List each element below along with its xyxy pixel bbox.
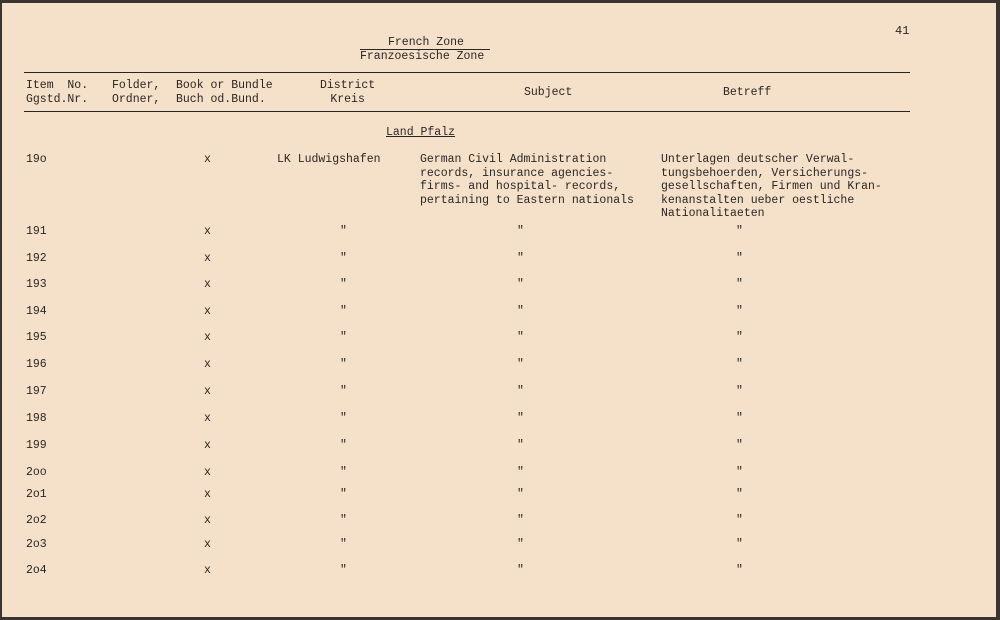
row-item-number: 199 (26, 439, 47, 452)
entry-subject: German Civil Administration records, insurance agencies- firms- and hospital- records, pertaining to Eastern nationals (420, 153, 634, 207)
row-betreff-ditto: " (736, 412, 743, 425)
row-folder-mark: x (204, 331, 211, 344)
entry-district: LK Ludwigshafen (277, 153, 381, 166)
entry-betreff: Unterlagen deutscher Verwal- tungsbehoerden, Versicherungs- gesellschaften, Firmen und Kran- kenanstalten ueber oestliche Nationalitaeten (661, 153, 882, 220)
row-betreff-ditto: " (736, 439, 743, 452)
row-betreff-ditto: " (736, 358, 743, 371)
table-row (2, 538, 996, 556)
column-header-subject: Subject (524, 86, 573, 99)
row-item-number: 2oo (26, 466, 47, 479)
row-district-ditto: " (340, 305, 347, 318)
row-item-number: 192 (26, 252, 47, 265)
table-row (2, 331, 996, 349)
row-district-ditto: " (340, 278, 347, 291)
table-row (2, 358, 996, 376)
row-subject-ditto: " (517, 412, 524, 425)
row-item-number: 197 (26, 385, 47, 398)
table-row (2, 466, 996, 484)
row-district-ditto: " (340, 358, 347, 371)
row-district-ditto: " (340, 538, 347, 551)
row-item-number: 195 (26, 331, 47, 344)
row-folder-mark: x (204, 385, 211, 398)
table-row (2, 564, 996, 582)
table-row (2, 278, 996, 296)
row-subject-ditto: " (517, 252, 524, 265)
row-betreff-ditto: " (736, 488, 743, 501)
row-district-ditto: " (340, 466, 347, 479)
row-subject-ditto: " (517, 385, 524, 398)
row-subject-ditto: " (517, 305, 524, 318)
document-page (2, 3, 996, 617)
row-district-ditto: " (340, 564, 347, 577)
table-row (2, 252, 996, 270)
column-header-book: Book or Bundle Buch od.Bund. (176, 79, 273, 106)
page-number: 41 (895, 24, 910, 38)
row-folder-mark: x (204, 514, 211, 527)
entry-item-number: 19o (26, 153, 47, 166)
row-betreff-ditto: " (736, 514, 743, 527)
row-district-ditto: " (340, 412, 347, 425)
row-betreff-ditto: " (736, 538, 743, 551)
section-title: Land Pfalz (386, 126, 456, 139)
column-header-district: District Kreis (320, 79, 376, 106)
row-item-number: 2o1 (26, 488, 47, 501)
table-row (2, 225, 996, 243)
row-subject-ditto: " (517, 278, 524, 291)
table-row (2, 439, 996, 457)
row-district-ditto: " (340, 488, 347, 501)
title-german: Franzoesische Zone (360, 50, 485, 63)
row-subject-ditto: " (517, 514, 524, 527)
row-district-ditto: " (340, 439, 347, 452)
row-item-number: 193 (26, 278, 47, 291)
column-header-item: Item No. Ggstd.Nr. (26, 79, 89, 106)
row-item-number: 191 (26, 225, 47, 238)
row-folder-mark: x (204, 538, 211, 551)
table-row (2, 305, 996, 323)
row-subject-ditto: " (517, 439, 524, 452)
row-subject-ditto: " (517, 225, 524, 238)
row-folder-mark: x (204, 358, 211, 371)
row-item-number: 196 (26, 358, 47, 371)
row-item-number: 2o4 (26, 564, 47, 577)
header-bottom-rule (24, 111, 910, 112)
table-row (2, 412, 996, 430)
row-item-number: 2o2 (26, 514, 47, 527)
row-betreff-ditto: " (736, 466, 743, 479)
row-folder-mark: x (204, 225, 211, 238)
row-betreff-ditto: " (736, 305, 743, 318)
row-subject-ditto: " (517, 488, 524, 501)
row-district-ditto: " (340, 514, 347, 527)
row-item-number: 2o3 (26, 538, 47, 551)
row-subject-ditto: " (517, 358, 524, 371)
row-district-ditto: " (340, 331, 347, 344)
row-subject-ditto: " (517, 466, 524, 479)
row-betreff-ditto: " (736, 385, 743, 398)
row-betreff-ditto: " (736, 278, 743, 291)
row-subject-ditto: " (517, 331, 524, 344)
row-subject-ditto: " (517, 564, 524, 577)
table-row (2, 514, 996, 532)
title-english: French Zone (388, 36, 464, 49)
row-folder-mark: x (204, 564, 211, 577)
row-folder-mark: x (204, 305, 211, 318)
row-item-number: 198 (26, 412, 47, 425)
row-betreff-ditto: " (736, 225, 743, 238)
row-betreff-ditto: " (736, 331, 743, 344)
column-header-betreff: Betreff (723, 86, 772, 99)
row-district-ditto: " (340, 252, 347, 265)
table-row (2, 488, 996, 506)
row-folder-mark: x (204, 278, 211, 291)
row-item-number: 194 (26, 305, 47, 318)
row-folder-mark: x (204, 412, 211, 425)
header-top-rule (24, 72, 910, 73)
row-betreff-ditto: " (736, 252, 743, 265)
row-subject-ditto: " (517, 538, 524, 551)
row-folder-mark: x (204, 252, 211, 265)
row-betreff-ditto: " (736, 564, 743, 577)
table-row (2, 385, 996, 403)
entry-folder-mark: x (204, 153, 211, 166)
column-header-folder: Folder, Ordner, (112, 79, 161, 106)
row-folder-mark: x (204, 439, 211, 452)
row-folder-mark: x (204, 488, 211, 501)
row-district-ditto: " (340, 385, 347, 398)
row-district-ditto: " (340, 225, 347, 238)
row-folder-mark: x (204, 466, 211, 479)
